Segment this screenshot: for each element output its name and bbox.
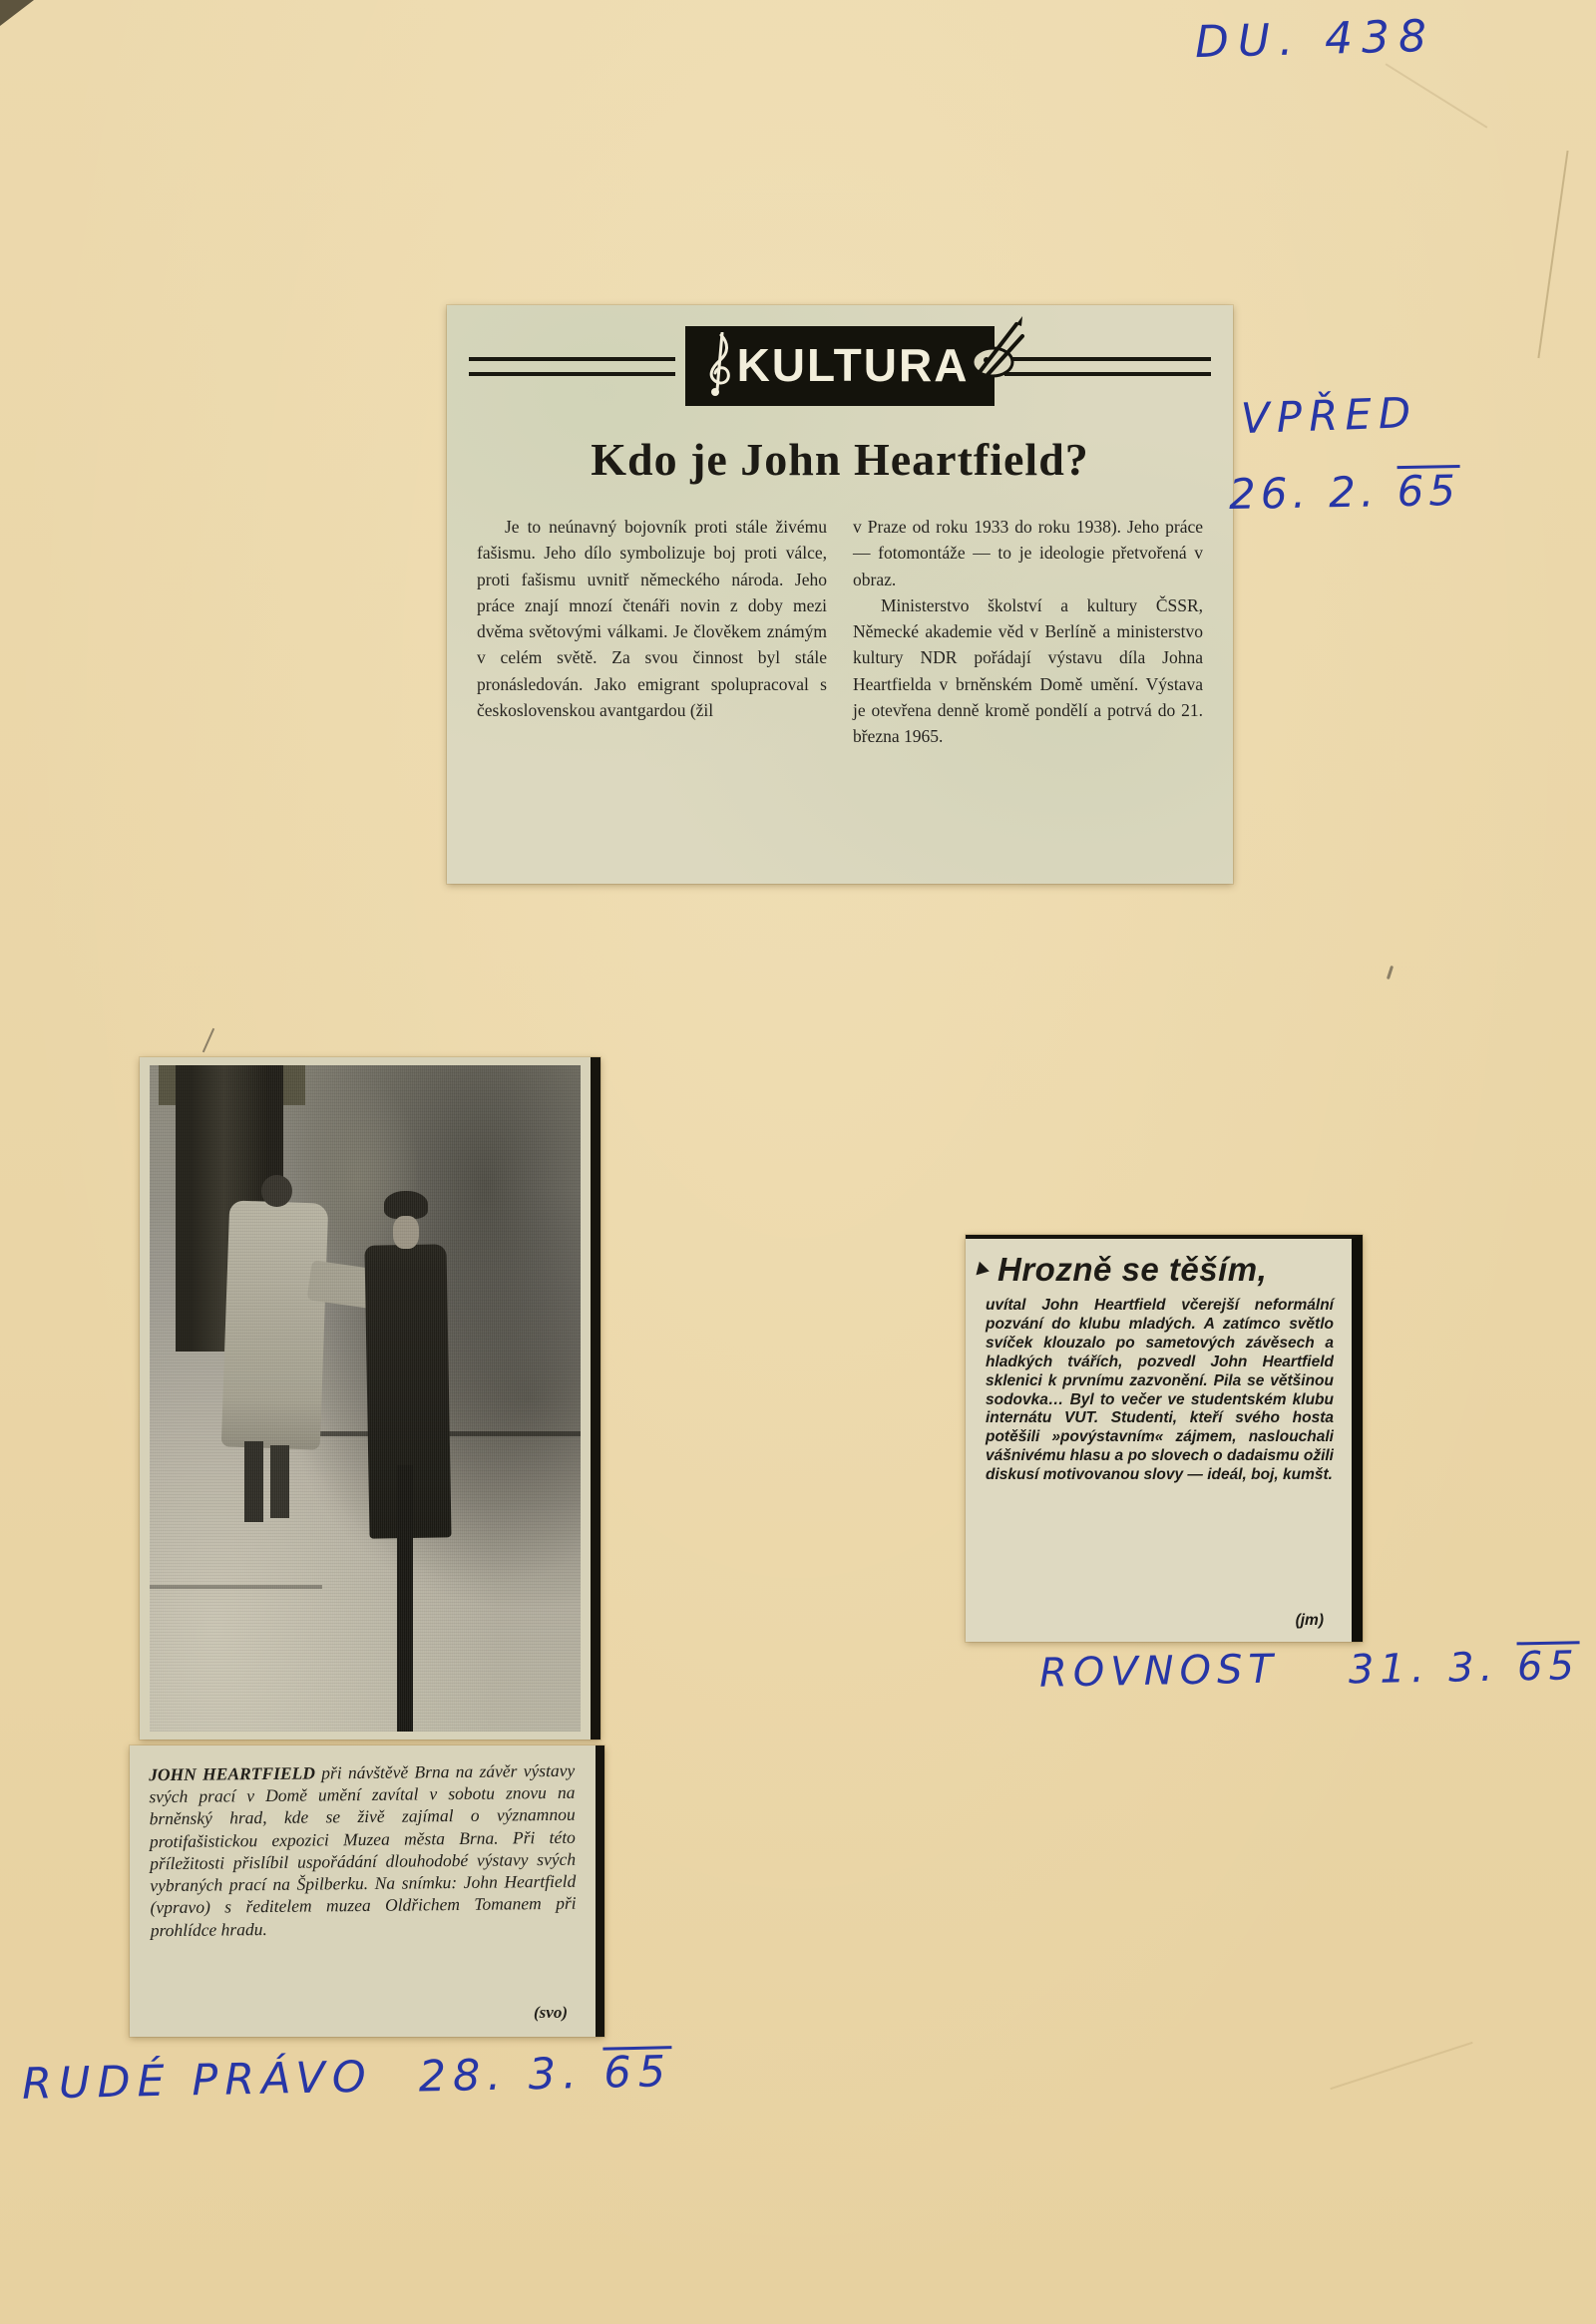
photo-step [150,1585,322,1589]
photo-figure-left-arm [306,1261,380,1310]
article-paragraph: Ministerstvo školství a kultury ČSSR, Německé akademie věd v Berlíně a ministerstvo kultury NDR pořádají výstavu díla Johna Heartfielda v brněnském Domě umění. Výstava je otevřena denně kromě pondělí a potrvá do 21. března 1965. [853,594,1203,746]
hrozne-clipping [966,1235,1363,1642]
page-crease [1330,2042,1472,2090]
masthead-rule-right [1004,357,1211,376]
photo-figure-left-leg [270,1445,289,1518]
article-headline: Kdo je John Heartfield? [591,434,1089,485]
photo-caption [149,1759,577,1941]
photo-figure-right-face [393,1216,419,1249]
photo-post [397,1465,413,1732]
arrow-ornament-mark [976,1262,991,1278]
hrozne-credit: (jm) [1295,1612,1324,1629]
masthead-rule-left [469,357,675,376]
photo-clipping [140,1057,600,1740]
article-paragraph: v Praze od roku 1933 do roku 1938). Jeho práce — fotomontáže — to je ideologie přetvořená v obraz. [853,517,1203,589]
photo-figure-right-hat [384,1191,427,1219]
handwritten-archive-number: DU. 438 [1194,10,1436,69]
photo-figure-left-leg [244,1441,263,1521]
handwritten-source-vpred: VPŘED [1240,387,1418,444]
news-photo [150,1065,581,1732]
handwritten-date: 28. 3. [418,2049,585,2103]
hrozne-body: uvítal John Heartfield včerejší neformální pozvání do klubu mladých. A zatímco světlo svíček klouzalo po sametových závěsech a hladkých tvářích, pozvedl John Heartfield sklenici k prvnímu zazvonění. Pila se většinou sodovka… Byl to večer ve studentském klubu internátu VUT. Studenti, kteří svého hosta potěšili »povýstavním« zájmem, naslouchali vášnivému hlasu a po slovech o dadaismu ožili diskusí motivovanou slovy — ideál, boj, kumšt. [986,1297,1334,1484]
kultura-masthead-row [469,329,1211,403]
photo-railing [313,1431,581,1436]
handwritten-source-name: ROVNOST [1038,1646,1280,1697]
handwritten-source-name: RUDÉ PRÁVO [21,2052,374,2110]
handwritten-date: 26. 2. [1228,467,1380,520]
handwritten-year: 65 [1516,1643,1581,1691]
hrozne-headline [986,1251,1334,1289]
photo-caption-body: při návštěvě Brna na závěr výstavy svých prací v Domě umění zavítal v sobotu znovu na brněnský hrad, kde se živě zajímal o významnou protifašistickou expozici Muzea města Brna. Při této příležitosti přislíbil uspořádání dlouhodobé výstavy svých vybraných prací na Špilberku. Na snímku: John Heartfield (vpravo) s ředitelem muzea Oldřichem Tomanem při prohlídce hradu. [149,1759,577,1940]
handwritten-year: 65 [602,2047,673,2099]
handwritten-date-vpred [1229,465,1461,519]
handwritten-date: 31. 3. [1348,1644,1499,1694]
handwritten-year: 65 [1396,465,1461,517]
handwritten-date-rude [418,2046,672,2102]
photo-caption-credit: (svo) [534,2003,568,2022]
article-paragraph: Je to neúnavný bojovník proti stále živému fašismu. Jeho dílo symbolizuje boj proti válce, proti fašismu uvnitř německého národa. Jeho práce znají mnozí čtenáři novin z doby mezi dvěma světovými válkami. Je člověkem známým v celém světě. Za svou činnost byl stále pronásledován. Jako emigrant spolupracoval s československou avantgardou (žil [477,517,827,720]
article-body [469,514,1211,749]
masthead-title: KULTURA [736,339,970,391]
photo-wall [296,1078,417,1278]
handwritten-date-rovnost [1348,1641,1580,1693]
page-crease [1537,151,1568,358]
photo-figure-right-coat [365,1245,452,1539]
pencil-mark [1387,966,1394,979]
hrozne-headline-text: Hrozně se těším, [998,1251,1268,1288]
paintbrush-palette-icon [965,314,1028,384]
photo-figure-left-coat [220,1200,328,1449]
photo-doorway [176,1065,283,1352]
article-column-1 [477,514,827,749]
scan-corner-mark [0,0,34,26]
kultura-clipping [447,305,1233,884]
handwritten-source-rude-pravo [22,2046,673,2111]
photo-caption-lead: JOHN HEARTFIELD [149,1762,316,1785]
pencil-mark [202,1028,214,1053]
treble-clef-icon [701,332,735,398]
photo-doorway-lintel [159,1065,305,1105]
kultura-masthead [685,326,996,406]
photo-figure-left-head [261,1175,291,1207]
handwritten-source-rovnost [1039,1641,1581,1698]
photo-caption-clipping [130,1745,604,2037]
article-column-2 [853,514,1203,749]
page-crease [1386,63,1488,128]
